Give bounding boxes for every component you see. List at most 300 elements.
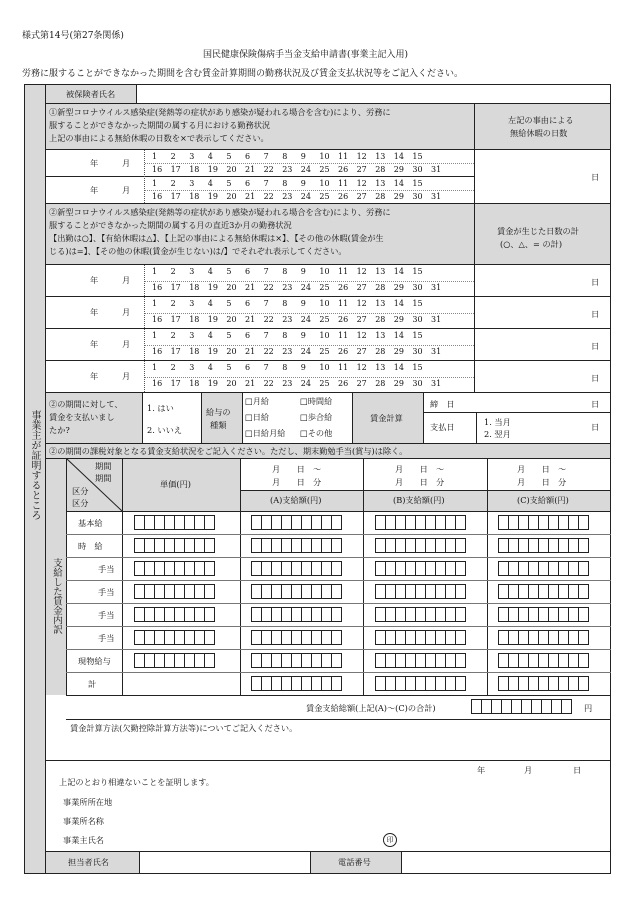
wage-row-label: 手当 (98, 564, 115, 574)
day-cell[interactable]: 15 (412, 363, 423, 372)
day-cell[interactable]: 5 (226, 299, 232, 308)
day-cell[interactable]: 13 (375, 267, 386, 276)
day-cell[interactable]: 9 (300, 299, 306, 308)
day-cell[interactable]: 7 (263, 331, 269, 340)
day-cell[interactable]: 5 (226, 267, 232, 276)
day-cell[interactable]: 28 (375, 378, 386, 388)
period-c-from: 月 日 ～ (517, 464, 567, 474)
day-cell[interactable]: 10 (319, 299, 330, 308)
day-row-separator (145, 345, 474, 346)
day-cell[interactable]: 12 (356, 363, 367, 372)
day-cell[interactable]: 3 (189, 299, 195, 308)
day-cell[interactable]: 26 (338, 346, 349, 356)
day-cell[interactable]: 6 (245, 152, 251, 161)
amount-cells[interactable] (499, 630, 589, 645)
day-cell[interactable]: 27 (356, 314, 367, 324)
month-label: 月 (122, 158, 131, 168)
day-cell[interactable]: 25 (319, 346, 330, 356)
day-cell[interactable]: 30 (412, 165, 423, 174)
day-cell[interactable]: 17 (170, 314, 181, 324)
section2-right1: 賃金が生じた日数の計 (497, 226, 579, 236)
day-cell[interactable]: 22 (263, 378, 274, 388)
amount-cells[interactable] (499, 676, 589, 691)
day-cell[interactable]: 24 (300, 192, 311, 201)
next-month[interactable]: 2. 翌月 (484, 429, 511, 439)
cutoff-label: 締 日 (430, 399, 455, 409)
day-cell[interactable]: 9 (300, 267, 306, 276)
day-cell[interactable]: 31 (431, 282, 442, 292)
day-cell[interactable]: 12 (356, 152, 367, 161)
pay-yes[interactable]: 1. はい (147, 403, 174, 413)
wage-row-label: 現物給与 (78, 656, 111, 666)
day-cell[interactable]: 31 (431, 346, 442, 356)
day-cell[interactable]: 16 (152, 314, 163, 324)
day-cell[interactable]: 29 (393, 314, 404, 324)
day-cell[interactable]: 1 (152, 331, 158, 340)
day-cell[interactable]: 4 (207, 299, 213, 308)
day-cell[interactable]: 23 (282, 314, 293, 324)
amount-cells[interactable] (252, 630, 342, 645)
day-cell[interactable]: 21 (245, 165, 256, 174)
day-cell[interactable]: 29 (393, 282, 404, 292)
day-cell[interactable]: 6 (245, 331, 251, 340)
day-cell[interactable]: 13 (375, 179, 386, 188)
day-cell[interactable]: 20 (226, 314, 237, 324)
year-label: 年 (90, 339, 99, 349)
amount-cells[interactable] (135, 653, 215, 668)
amount-cells[interactable] (135, 538, 215, 553)
day-cell[interactable]: 1 (152, 363, 158, 372)
day-cell[interactable]: 3 (189, 363, 195, 372)
amount-cells[interactable] (252, 676, 342, 691)
day-cell[interactable]: 30 (412, 282, 423, 292)
day-cell[interactable]: 23 (282, 346, 293, 356)
day-cell[interactable]: 13 (375, 363, 386, 372)
calc-method-label: 賃金計算方法(欠勤控除計算方法等)についてご記入ください。 (70, 723, 298, 733)
wage-row-label: 基本給 (78, 518, 103, 528)
day-cell[interactable]: 2 (170, 363, 176, 372)
month-label: 月 (122, 307, 131, 317)
day-cell[interactable]: 7 (263, 299, 269, 308)
wage-row-label: 時 給 (78, 541, 103, 551)
day-cell[interactable]: 21 (245, 282, 256, 292)
day-cell[interactable]: 11 (338, 363, 349, 372)
this-month[interactable]: 1. 当月 (484, 417, 511, 427)
unit-price-label: 単価(円) (160, 479, 191, 489)
day-cell[interactable]: 10 (319, 267, 330, 276)
day-cell[interactable]: 11 (338, 267, 349, 276)
amount-cells[interactable] (252, 515, 342, 530)
total-amount-cells[interactable] (472, 699, 572, 714)
daily-checkbox[interactable]: □日給 (245, 412, 270, 422)
day-cell[interactable]: 26 (338, 378, 349, 388)
day-cell[interactable]: 25 (319, 192, 330, 201)
day-cell[interactable]: 20 (226, 282, 237, 292)
day-cell[interactable]: 16 (152, 165, 163, 174)
day-cell[interactable]: 31 (431, 314, 442, 324)
day-cell[interactable]: 25 (319, 314, 330, 324)
amount-cells[interactable] (252, 653, 342, 668)
day-cell[interactable]: 14 (393, 267, 404, 276)
day-cell[interactable]: 21 (245, 378, 256, 388)
day-cell[interactable]: 2 (170, 299, 176, 308)
calc-label: 賃金計算 (370, 413, 403, 423)
day-cell[interactable]: 24 (300, 314, 311, 324)
day-cell[interactable]: 19 (207, 165, 218, 174)
col-c-label: (C)支給額(円) (517, 495, 569, 505)
day-cell[interactable]: 3 (189, 179, 195, 188)
day-cell[interactable]: 1 (152, 152, 158, 161)
day-cell[interactable]: 17 (170, 346, 181, 356)
day-cell[interactable]: 28 (375, 282, 386, 292)
day-cell[interactable]: 6 (245, 363, 251, 372)
day-cell[interactable]: 6 (245, 267, 251, 276)
period-b-from: 月 日 ～ (395, 464, 445, 474)
insured-name-field[interactable] (137, 85, 610, 103)
day-row-separator (145, 377, 474, 378)
day-cell[interactable]: 28 (375, 314, 386, 324)
day-cell[interactable]: 8 (282, 179, 288, 188)
month-label: 月 (122, 275, 131, 285)
cutoff-day: 日 (591, 399, 600, 409)
day-cell[interactable]: 23 (282, 192, 293, 201)
day-cell[interactable]: 8 (282, 331, 288, 340)
day-cell[interactable]: 15 (412, 331, 423, 340)
section1-days-unit: 日 (591, 172, 600, 182)
amount-cells[interactable] (135, 607, 215, 622)
day-cell[interactable]: 1 (152, 299, 158, 308)
section1-line2: 服することができなかった期間の属する月における勤務状況 (49, 120, 271, 130)
day-cell[interactable]: 14 (393, 363, 404, 372)
day-cell[interactable]: 16 (152, 378, 163, 388)
day-cell[interactable]: 1 (152, 267, 158, 276)
amount-cells[interactable] (376, 584, 466, 599)
seal-icon: 印 (383, 833, 397, 847)
day-cell[interactable]: 26 (338, 314, 349, 324)
day-cell[interactable]: 14 (393, 152, 404, 161)
day-cell[interactable]: 17 (170, 165, 181, 174)
day-cell[interactable]: 9 (300, 179, 306, 188)
amount-cells[interactable] (252, 538, 342, 553)
year-label: 年 (90, 307, 99, 317)
section1-line1: ①新型コロナウイルス感染症(発熱等の症状があり感染が疑われる場合を含む)により、労務に (49, 107, 391, 117)
day-cell[interactable]: 27 (356, 282, 367, 292)
day-cell[interactable]: 19 (207, 314, 218, 324)
day-cell[interactable]: 10 (319, 179, 330, 188)
payday-day: 日 (591, 422, 600, 432)
day-cell[interactable]: 4 (207, 267, 213, 276)
amount-cells[interactable] (135, 630, 215, 645)
staff-name-label: 担当者氏名 (68, 857, 109, 867)
day-cell[interactable]: 19 (207, 378, 218, 388)
day-cell[interactable]: 30 (412, 378, 423, 388)
day-row-separator (145, 190, 474, 191)
day-cell[interactable]: 29 (393, 378, 404, 388)
amount-cells[interactable] (376, 515, 466, 530)
day-cell[interactable]: 21 (245, 314, 256, 324)
day-cell[interactable]: 14 (393, 331, 404, 340)
day-cell[interactable]: 2 (170, 267, 176, 276)
amount-cells[interactable] (499, 561, 589, 576)
section1-line3: 上記の事由による無給休暇の日数を×で表示してください。 (49, 133, 269, 143)
form-number: 様式第14号(第27条関係) (22, 31, 124, 41)
amount-cells[interactable] (376, 653, 466, 668)
day-cell[interactable]: 31 (431, 165, 442, 174)
commission-checkbox[interactable]: □歩合給 (300, 412, 333, 422)
day-cell[interactable]: 6 (245, 179, 251, 188)
day-cell[interactable]: 2 (170, 179, 176, 188)
day-cell[interactable]: 12 (356, 179, 367, 188)
daily-monthly-checkbox[interactable]: □日給月給 (245, 428, 286, 438)
day-cell[interactable]: 18 (189, 192, 200, 201)
day-cell[interactable]: 15 (412, 267, 423, 276)
month-label: 月 (122, 185, 131, 195)
day-cell[interactable]: 18 (189, 346, 200, 356)
day-cell[interactable]: 16 (152, 282, 163, 292)
period-label2: 期間 (95, 473, 112, 483)
day-cell[interactable]: 8 (282, 299, 288, 308)
day-cell[interactable]: 11 (338, 152, 349, 161)
day-cell[interactable]: 3 (189, 331, 195, 340)
day-cell[interactable]: 12 (356, 331, 367, 340)
day-cell[interactable]: 24 (300, 346, 311, 356)
day-cell[interactable]: 17 (170, 378, 181, 388)
amount-cells[interactable] (499, 584, 589, 599)
section2-day-3: 日 (591, 341, 600, 351)
day-cell[interactable]: 16 (152, 346, 163, 356)
period-a-to: 月 日 分 (272, 477, 322, 487)
kubun-label2: 区分 (72, 498, 89, 508)
amount-cells[interactable] (376, 561, 466, 576)
day-cell[interactable]: 8 (282, 152, 288, 161)
day-cell[interactable]: 3 (189, 267, 195, 276)
day-cell[interactable]: 27 (356, 165, 367, 174)
cert-day: 日 (573, 765, 582, 775)
day-cell[interactable]: 13 (375, 299, 386, 308)
day-cell[interactable]: 17 (170, 192, 181, 201)
amount-cells[interactable] (376, 630, 466, 645)
day-cell[interactable]: 9 (300, 152, 306, 161)
day-cell[interactable]: 4 (207, 179, 213, 188)
day-cell[interactable]: 11 (338, 179, 349, 188)
day-cell[interactable]: 15 (412, 152, 423, 161)
day-cell[interactable]: 20 (226, 165, 237, 174)
year-label: 年 (90, 371, 99, 381)
hourly-checkbox[interactable]: □時間給 (300, 396, 333, 406)
monthly-checkbox[interactable]: □月給 (245, 396, 270, 406)
day-cell[interactable]: 18 (189, 314, 200, 324)
day-cell[interactable]: 24 (300, 165, 311, 174)
day-cell[interactable]: 9 (300, 331, 306, 340)
day-cell[interactable]: 8 (282, 267, 288, 276)
amount-cells[interactable] (499, 607, 589, 622)
day-cell[interactable]: 26 (338, 282, 349, 292)
day-cell[interactable]: 25 (319, 282, 330, 292)
day-cell[interactable]: 18 (189, 165, 200, 174)
day-cell[interactable]: 2 (170, 152, 176, 161)
day-cell[interactable]: 29 (393, 192, 404, 201)
day-cell[interactable]: 24 (300, 282, 311, 292)
day-cell[interactable]: 19 (207, 346, 218, 356)
pay-question-line1: ②の期間に対して、 (49, 399, 123, 409)
day-cell[interactable]: 19 (207, 282, 218, 292)
day-cell[interactable]: 26 (338, 165, 349, 174)
day-cell[interactable]: 5 (226, 179, 232, 188)
day-cell[interactable]: 5 (226, 152, 232, 161)
day-cell[interactable]: 22 (263, 346, 274, 356)
day-cell[interactable]: 23 (282, 378, 293, 388)
day-cell[interactable]: 11 (338, 299, 349, 308)
day-cell[interactable]: 30 (412, 314, 423, 324)
day-cell[interactable]: 22 (263, 165, 274, 174)
wage-row-label: 手当 (98, 633, 115, 643)
amount-cells[interactable] (499, 653, 589, 668)
calc-method-field[interactable] (67, 736, 610, 760)
amount-cells[interactable] (376, 607, 466, 622)
office-address-label: 事業所所在地 (63, 797, 113, 807)
day-cell[interactable]: 2 (170, 331, 176, 340)
day-cell[interactable]: 29 (393, 165, 404, 174)
day-cell[interactable]: 15 (412, 179, 423, 188)
day-cell[interactable]: 27 (356, 346, 367, 356)
amount-cells[interactable] (499, 538, 589, 553)
total-yen: 円 (584, 703, 593, 713)
day-cell[interactable]: 12 (356, 267, 367, 276)
col-b-label: (B)支給額(円) (393, 495, 445, 505)
section1-right1: 左記の事由による (508, 115, 574, 125)
day-cell[interactable]: 5 (226, 331, 232, 340)
day-cell[interactable]: 11 (338, 331, 349, 340)
day-cell[interactable]: 3 (189, 152, 195, 161)
day-cell[interactable]: 4 (207, 331, 213, 340)
day-cell[interactable]: 22 (263, 282, 274, 292)
day-cell[interactable]: 28 (375, 346, 386, 356)
day-cell[interactable]: 31 (431, 378, 442, 388)
day-cell[interactable]: 7 (263, 179, 269, 188)
day-cell[interactable]: 10 (319, 152, 330, 161)
day-cell[interactable]: 21 (245, 192, 256, 201)
day-cell[interactable]: 4 (207, 152, 213, 161)
phone-label: 電話番号 (338, 857, 371, 867)
day-cell[interactable]: 15 (412, 299, 423, 308)
day-cell[interactable]: 19 (207, 192, 218, 201)
day-cell[interactable]: 13 (375, 331, 386, 340)
amount-cells[interactable] (252, 584, 342, 599)
period-label1: 期間 (95, 461, 112, 471)
side-label: 事業主が証明するところ (29, 410, 40, 520)
section2-line2: 服することができなかった期間の属する月の直近3か月の勤務状況 (49, 220, 292, 230)
day-cell[interactable]: 30 (412, 346, 423, 356)
amount-cells[interactable] (252, 607, 342, 622)
section2-day-4: 日 (591, 373, 600, 383)
day-cell[interactable]: 13 (375, 152, 386, 161)
day-cell[interactable]: 7 (263, 267, 269, 276)
pay-question-line3: たか? (49, 425, 70, 435)
day-cell[interactable]: 8 (282, 363, 288, 372)
day-cell[interactable]: 21 (245, 346, 256, 356)
day-cell[interactable]: 17 (170, 282, 181, 292)
day-cell[interactable]: 23 (282, 282, 293, 292)
day-cell[interactable]: 18 (189, 282, 200, 292)
amount-cells[interactable] (135, 515, 215, 530)
other-checkbox[interactable]: □その他 (300, 428, 333, 438)
day-cell[interactable]: 14 (393, 179, 404, 188)
day-cell[interactable]: 22 (263, 314, 274, 324)
day-cell[interactable]: 28 (375, 165, 386, 174)
day-cell[interactable]: 25 (319, 165, 330, 174)
section2-line4: じる)は=】、【その他の休暇(賃金が生じない)は/】でそれぞれ表示してください。 (49, 246, 347, 256)
day-cell[interactable]: 25 (319, 378, 330, 388)
day-cell[interactable]: 28 (375, 192, 386, 201)
day-cell[interactable]: 20 (226, 378, 237, 388)
year-label: 年 (90, 158, 99, 168)
day-cell[interactable]: 1 (152, 179, 158, 188)
section2-line3: 【出勤は○】、【有給休暇は△】、【上記の事由による無給休暇は×】、【その他の休暇(賃金が生 (49, 233, 384, 243)
day-cell[interactable]: 24 (300, 378, 311, 388)
day-cell[interactable]: 10 (319, 363, 330, 372)
section2-right2: (○、△、= の計) (500, 239, 563, 249)
day-cell[interactable]: 18 (189, 378, 200, 388)
insured-name-label: 被保険者氏名 (66, 89, 116, 99)
day-cell[interactable]: 29 (393, 346, 404, 356)
month-label: 月 (122, 339, 131, 349)
day-cell[interactable]: 20 (226, 346, 237, 356)
amount-cells[interactable] (376, 676, 466, 691)
form-title: 国民健康保険傷病手当金支給申請書(事業主記入用) (203, 50, 409, 60)
day-cell[interactable]: 30 (412, 192, 423, 201)
day-cell[interactable]: 14 (393, 299, 404, 308)
phone-field[interactable] (401, 852, 610, 873)
year-label: 年 (90, 185, 99, 195)
day-row-separator (145, 313, 474, 314)
day-cell[interactable]: 26 (338, 192, 349, 201)
payday-label: 支払日 (430, 422, 455, 432)
day-cell[interactable]: 27 (356, 192, 367, 201)
day-cell[interactable]: 12 (356, 299, 367, 308)
total-label: 賃金支給総額(上記(A)～(C)の合計) (306, 703, 436, 713)
wage-type-label2: 種類 (210, 420, 227, 430)
cert-statement: 上記のとおり相違ないことを証明します。 (59, 777, 214, 787)
day-cell[interactable]: 22 (263, 192, 274, 201)
day-cell[interactable]: 6 (245, 299, 251, 308)
day-row-separator (145, 281, 474, 282)
day-cell[interactable]: 23 (282, 165, 293, 174)
amount-cells[interactable] (135, 584, 215, 599)
amount-cells[interactable] (376, 538, 466, 553)
day-cell[interactable]: 5 (226, 363, 232, 372)
day-cell[interactable]: 7 (263, 363, 269, 372)
day-cell[interactable]: 10 (319, 331, 330, 340)
day-cell[interactable]: 20 (226, 192, 237, 201)
wage-type-label1: 給与の (206, 407, 231, 417)
year-label: 年 (90, 275, 99, 285)
day-cell[interactable]: 31 (431, 192, 442, 201)
amount-cells[interactable] (499, 515, 589, 530)
amount-cells[interactable] (135, 561, 215, 576)
day-cell[interactable]: 9 (300, 363, 306, 372)
wage-row-label: 手当 (98, 610, 115, 620)
day-cell[interactable]: 4 (207, 363, 213, 372)
form-instruction: 労務に服することができなかった期間を含む賃金計算期間の勤務状況及び賃金支払状況等をご記入ください。 (22, 69, 464, 79)
day-cell[interactable]: 27 (356, 378, 367, 388)
day-cell[interactable]: 16 (152, 192, 163, 201)
month-label: 月 (122, 371, 131, 381)
pay-no[interactable]: 2. いいえ (147, 425, 182, 435)
day-cell[interactable]: 7 (263, 152, 269, 161)
staff-name-field[interactable] (140, 852, 310, 873)
wage-type-cell (202, 393, 242, 443)
amount-cells[interactable] (252, 561, 342, 576)
